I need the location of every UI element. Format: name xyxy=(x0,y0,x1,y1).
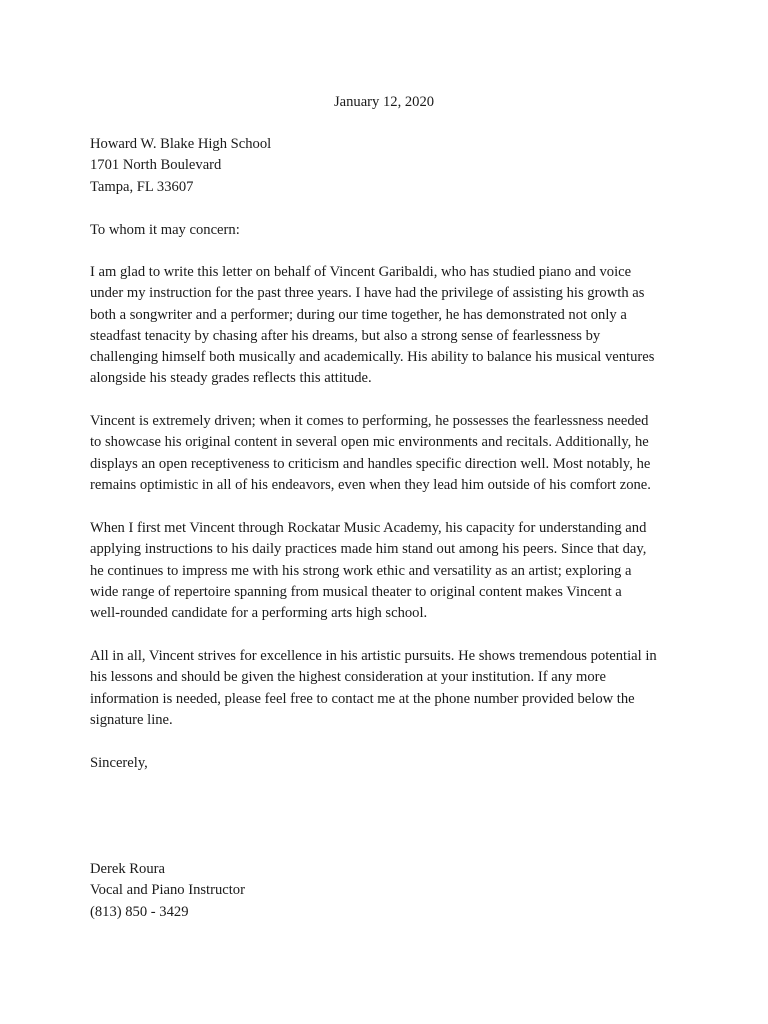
recipient-address xyxy=(90,134,665,198)
paragraph-line: wide range of repertoire spanning from musical theater to original content makes Vincent a xyxy=(90,583,622,600)
paragraph-line: well-rounded candidate for a performing arts high school. xyxy=(90,605,428,622)
paragraph-line: he continues to impress me with his strong work ethic and versatility as an artist; exploring a xyxy=(90,562,632,579)
paragraph-line: When I first met Vincent through Rockatar Music Academy, his capacity for understanding and xyxy=(90,520,647,536)
paragraph-line: remains optimistic in all of his endeavors, even when they lead him outside of his comfort zone. xyxy=(90,476,651,493)
letter-date: January 12, 2020 xyxy=(333,94,435,110)
paragraph-line: challenging himself both musically and academically. His ability to balance his musical ventures xyxy=(90,349,655,366)
paragraph-line: I am glad to write this letter on behalf of Vincent Garibaldi, who has studied piano and voice xyxy=(90,264,632,280)
paragraph-line: steadfast tenacity by chasing after his dreams, but also a strong sense of fearlessness by xyxy=(90,327,601,344)
paragraph-line: information is needed, please feel free to contact me at the phone number provided below the xyxy=(90,690,635,707)
recipient-street: 1701 North Boulevard xyxy=(90,157,222,174)
paragraph-line: displays an open receptiveness to criticism and handles specific direction well. Most notably, he xyxy=(90,455,651,472)
paragraph-line: both a songwriter and a performer; during our time together, he has demonstrated not only a xyxy=(90,306,627,323)
body-paragraph-4 xyxy=(90,646,665,731)
signature-block xyxy=(90,859,665,923)
body-paragraph-1 xyxy=(90,262,665,390)
paragraph-line: his lessons and should be given the highest consideration at your institution. If any more xyxy=(90,669,606,686)
signer-phone: (813) 850 - 3429 xyxy=(90,903,189,920)
recipient-name: Howard W. Blake High School xyxy=(90,136,272,152)
paragraph-line: applying instructions to his daily practices made him stand out among his peers. Since that day, xyxy=(90,541,647,558)
body-paragraph-2 xyxy=(90,411,665,496)
paragraph-line: Vincent is extremely driven; when it comes to performing, he possesses the fearlessness needed xyxy=(90,413,649,429)
signer-title: Vocal and Piano Instructor xyxy=(90,882,245,899)
paragraph-line: signature line. xyxy=(90,711,173,728)
body-paragraph-3 xyxy=(90,518,665,624)
paragraph-line: to showcase his original content in several open mic environments and recitals. Additionally, he xyxy=(90,434,649,451)
paragraph-line: All in all, Vincent strives for excellence in his artistic pursuits. He shows tremendous potential in xyxy=(90,648,657,664)
paragraph-line: alongside his steady grades reflects this attitude. xyxy=(90,370,372,387)
signer-name: Derek Roura xyxy=(90,861,165,877)
recipient-city-state-zip: Tampa, FL 33607 xyxy=(90,178,194,195)
paragraph-line: under my instruction for the past three years. I have had the privilege of assisting his growth as xyxy=(90,285,645,302)
salutation: To whom it may concern: xyxy=(90,222,240,238)
closing: Sincerely, xyxy=(90,755,148,771)
